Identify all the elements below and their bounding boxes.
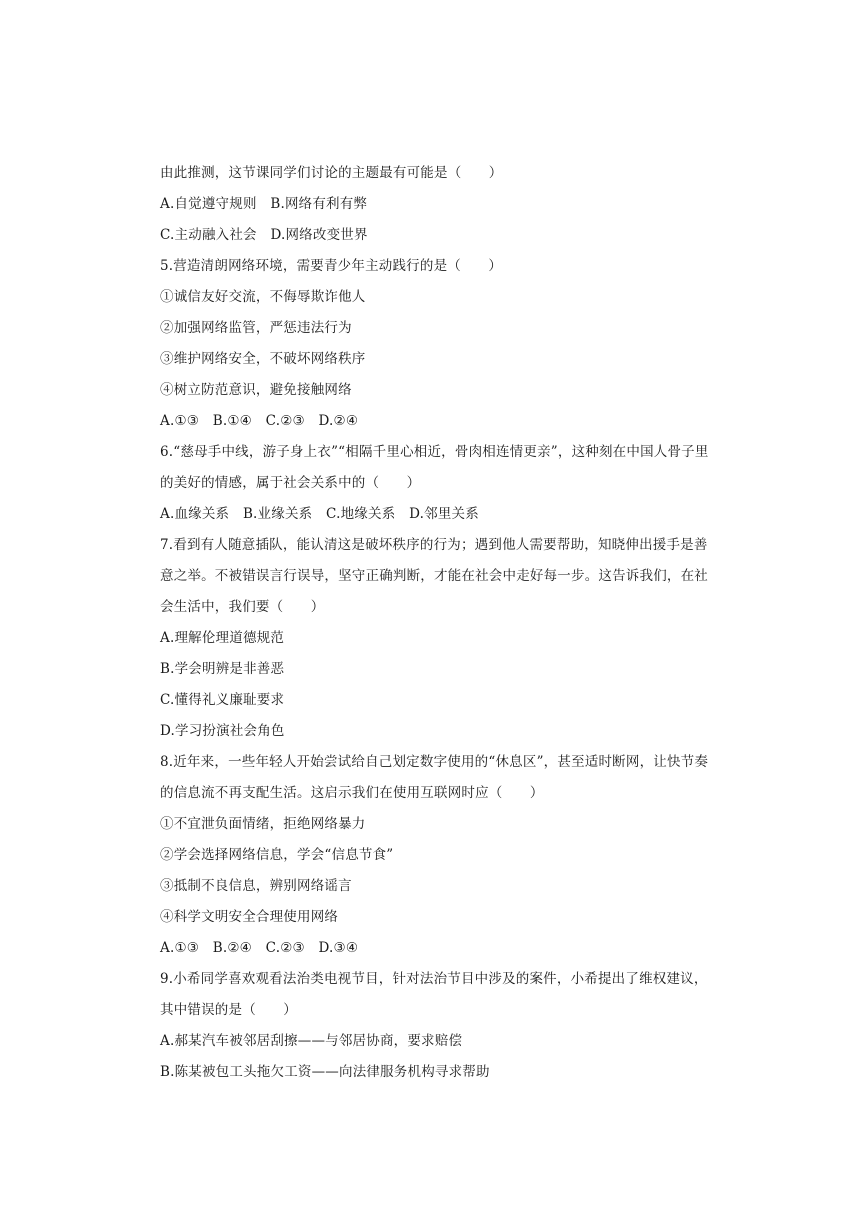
question-9-option-a: A.郝某汽车被邻居刮擦——与邻居协商，要求赔偿	[160, 1033, 463, 1049]
question-5-statement-4: ④树立防范意识，避免接触网络	[160, 382, 352, 398]
question-8-stem-line-2: 的信息流不再支配生活。这启示我们在使用互联网时应（ ）	[160, 785, 544, 801]
question-8-statement-1: ①不宜泄负面情绪，拒绝网络暴力	[160, 816, 366, 832]
question-8-stem-line-1: 8.近年来，一些年轻人开始尝试给自己划定数字使用的“休息区”，甚至适时断网，让快节奏	[160, 754, 709, 770]
question-5-statement-3: ③维护网络安全，不破坏网络秩序	[160, 351, 366, 367]
question-7-option-b: B.学会明辨是非善恶	[160, 661, 285, 677]
question-8-statement-2: ②学会选择网络信息，学会“信息节食”	[160, 847, 394, 863]
question-8-options: A.①③ B.②④ C.②③ D.③④	[160, 940, 359, 956]
question-6-stem-line-1: 6.“慈母手中线，游子身上衣”“相隔千里心相近，骨肉相连情更亲”，这种刻在中国人骨子里	[160, 444, 709, 460]
question-4-options-cd: C.主动融入社会 D.网络改变世界	[160, 227, 368, 243]
question-8-statement-3: ③抵制不良信息，辨别网络谣言	[160, 878, 352, 894]
exam-page	[160, 158, 720, 1088]
question-4-options-ab: A.自觉遵守规则 B.网络有利有弊	[160, 196, 368, 212]
question-6-options: A.血缘关系 B.业缘关系 C.地缘关系 D.邻里关系	[160, 506, 479, 522]
question-9-stem-line-2: 其中错误的是（ ）	[160, 1002, 297, 1018]
question-7-stem-line-2: 意之举。不被错误言行误导，坚守正确判断，才能在社会中走好每一步。这告诉我们，在社	[160, 568, 708, 584]
question-7-stem-line-1: 7.看到有人随意插队，能认清这是破坏秩序的行为；遇到他人需要帮助，知晓伸出援手是善	[160, 537, 708, 553]
question-5-stem: 5.营造清朗网络环境，需要青少年主动践行的是（ ）	[160, 258, 503, 274]
question-5-statement-2: ②加强网络监管，严惩违法行为	[160, 320, 352, 336]
question-9-option-b: B.陈某被包工头拖欠工资——向法律服务机构寻求帮助	[160, 1064, 490, 1080]
question-4-stem-end: 由此推测，这节课同学们讨论的主题最有可能是（ ）	[160, 165, 503, 181]
question-7-stem-line-3: 会生活中，我们要（ ）	[160, 599, 325, 615]
question-9-stem-line-1: 9.小希同学喜欢观看法治类电视节目，针对法治节目中涉及的案件，小希提出了维权建议，	[160, 971, 708, 987]
question-7-option-a: A.理解伦理道德规范	[160, 630, 285, 646]
question-5-options: A.①③ B.①④ C.②③ D.②④	[160, 413, 359, 429]
question-7-option-c: C.懂得礼义廉耻要求	[160, 692, 285, 708]
question-5-statement-1: ①诚信友好交流，不侮辱欺诈他人	[160, 289, 366, 305]
question-6-stem-line-2: 的美好的情感，属于社会关系中的（ ）	[160, 475, 421, 491]
question-7-option-d: D.学习扮演社会角色	[160, 723, 285, 739]
question-8-statement-4: ④科学文明安全合理使用网络	[160, 909, 339, 925]
